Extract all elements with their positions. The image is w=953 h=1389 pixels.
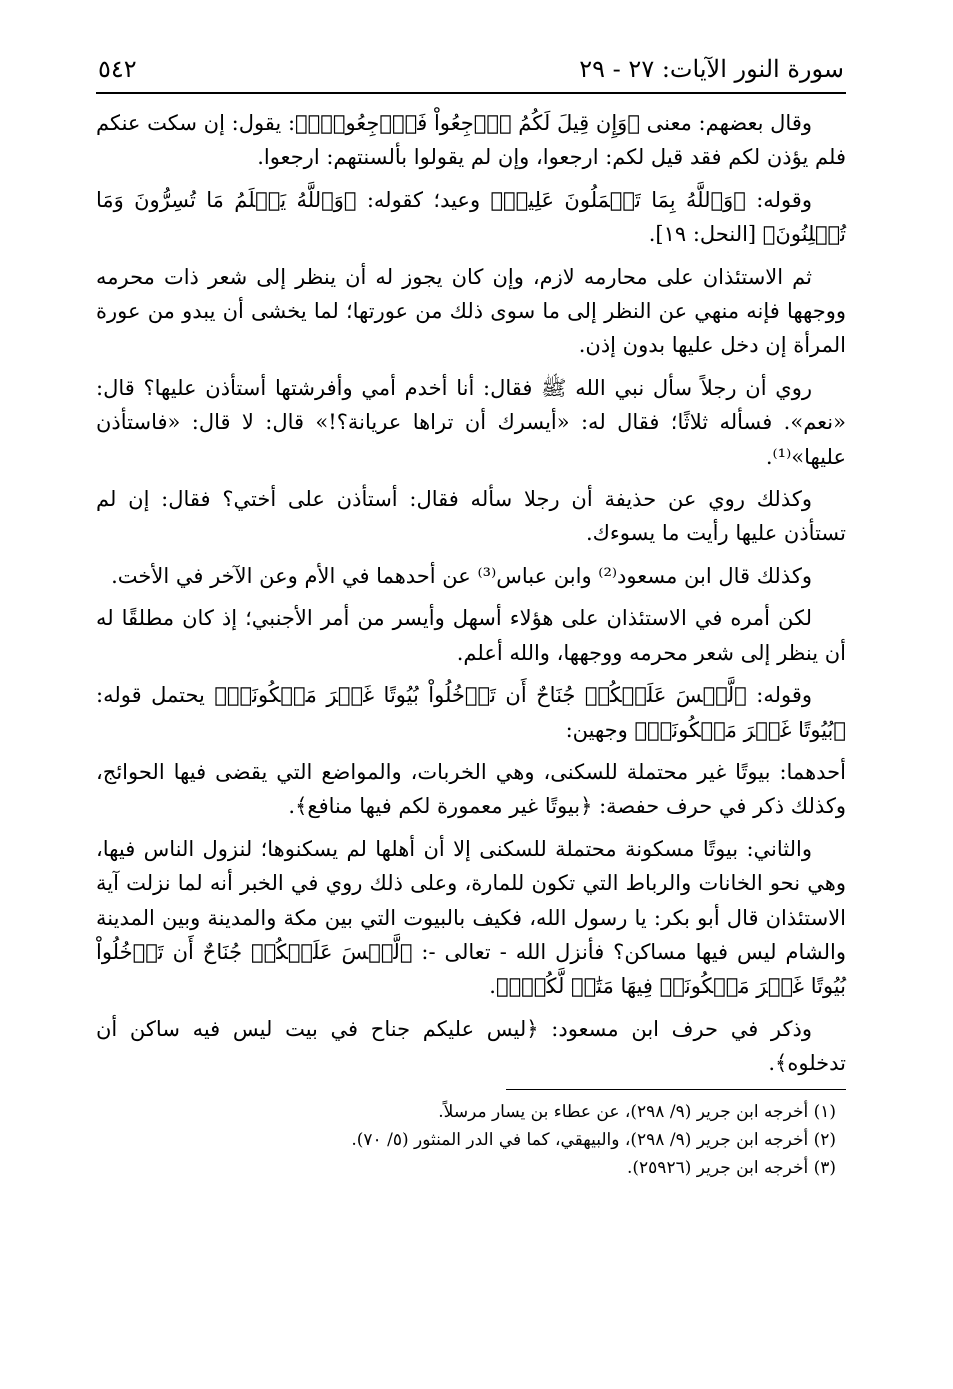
paragraph: وقوله: ﴿لَّيۡسَ عَلَيۡكُمۡ جُنَاحٌ أَن تَدۡخُلُواْ بُيُوتًا غَيۡرَ مَسۡكُونَةٖ﴾ يحتمل قوله: ﴿بُيُوتًا غَيۡرَ مَسۡكُونَةٖ﴾ وجهين: <box>96 683 846 742</box>
paragraph: وذكر في حرف ابن مسعود: ﴿ليس عليكم جناح في بيت ليس فيه ساكن أن تدخلوه﴾. <box>96 1016 846 1076</box>
page-number: ٥٤٢ <box>98 55 137 83</box>
book-page <box>96 52 846 1182</box>
paragraph: روي أن رجلاً سأل نبي الله ﷺ فقال: أنا أخدم أمي وأفرشتها أستأذن عليها؟ قال: «نعم». فسأله ثلاثًا؛ فقال له: «أيسرك أن تراها عريانة؟!» قال: لا قال: «فاستأذن عليها»⁽¹⁾. <box>96 375 846 469</box>
paragraph: وكذلك روي عن حذيفة أن رجلا سأله فقال: أستأذن على أختي؟ فقال: إن لم تستأذن عليها رأيت ما يسوءك. <box>96 487 846 546</box>
footnotes <box>96 1098 846 1182</box>
footnote: (٢) أخرجه ابن جرير (٩/ ٢٩٨)، والبيهقي، كما في الدر المنثور (٥/ ٧٠). <box>351 1129 836 1150</box>
running-header <box>96 52 846 94</box>
footnote: (٣) أخرجه ابن جرير (٢٥٩٢٦). <box>627 1157 836 1178</box>
paragraph: لكن أمره في الاستئذان على هؤلاء أسهل وأيسر من أمر الأجنبي؛ إذ كان مطلقًا له أن ينظر إلى شعر محرمه ووجهها، والله أعلم. <box>96 606 846 665</box>
paragraph: أحدهما: بيوتًا غير محتملة للسكنى، وهي الخربات، والمواضع التي يقضى فيها الحوائج، وكذلك ذكر في حرف حفصة: ﴿بيوتًا غير معمورة لكم فيها منافع﴾. <box>96 759 846 819</box>
paragraph: ثم الاستئذان على محارمه لازم، وإن كان يجوز له أن ينظر إلى شعر ذات محرمه ووجهها فإنه منهي عن النظر إلى ما سوى ذلك من عورتها؛ لما يخشى أن يبدو من عورة المرأة إن دخل عليها بدون إذن. <box>96 264 846 358</box>
paragraph: والثاني: بيوتًا مسكونة محتملة للسكنى إلا أن أهلها لم يسكنوها؛ لنزول الناس فيها، وهي نحو الخانات والرباط التي تكون للمارة، وعلى ذلك روي في الخبر أنه لما نزلت آية الاستئذان قال أبو بكر: يا رسول الله، فكيف بالبيوت التي بين مكة والمدينة وبين المدينة والشام ليس فيها مساكن؟ فأنزل الله - تعالى -: ﴿لَّيۡسَ عَلَيۡكُمۡ جُنَاحٌ أَن تَدۡخُلُواْ بُيُوتًا غَيۡرَ مَسۡكُونَةٖ فِيهَا مَتَٰعٞ لَّكُمۡۚ﴾. <box>96 836 846 999</box>
paragraph: وقال بعضهم: معنى ﴿وَإِن قِيلَ لَكُمُ ٱرۡجِعُواْ فَٱرۡجِعُواْۖ﴾: يقول: إن سكت عنكم فلم يؤذن لكم فقد قيل لكم: ارجعوا، وإن لم يقولوا بألسنتهم: ارجعوا. <box>96 111 846 170</box>
paragraph: وكذلك قال ابن مسعود⁽²⁾ وابن عباس⁽³⁾ عن أحدهما في الأم وعن الآخر في الأخت. <box>111 563 812 588</box>
main-text <box>96 106 846 1081</box>
footnote-separator <box>506 1089 846 1090</box>
paragraph: وقوله: ﴿وَٱللَّهُ بِمَا تَعۡمَلُونَ عَلِيمٞ﴾ وعيد؛ كقوله: ﴿وَٱللَّهُ يَعۡلَمُ مَا تُسِرُّونَ وَمَا تُعۡلِنُونَ﴾ [النحل: ١٩]. <box>96 187 846 247</box>
footnote: (١) أخرجه ابن جرير (٩/ ٢٩٨)، عن عطاء بن يسار مرسلاً. <box>438 1101 836 1122</box>
header-title: سورة النور الآيات: ٢٧ - ٢٩ <box>579 55 844 83</box>
